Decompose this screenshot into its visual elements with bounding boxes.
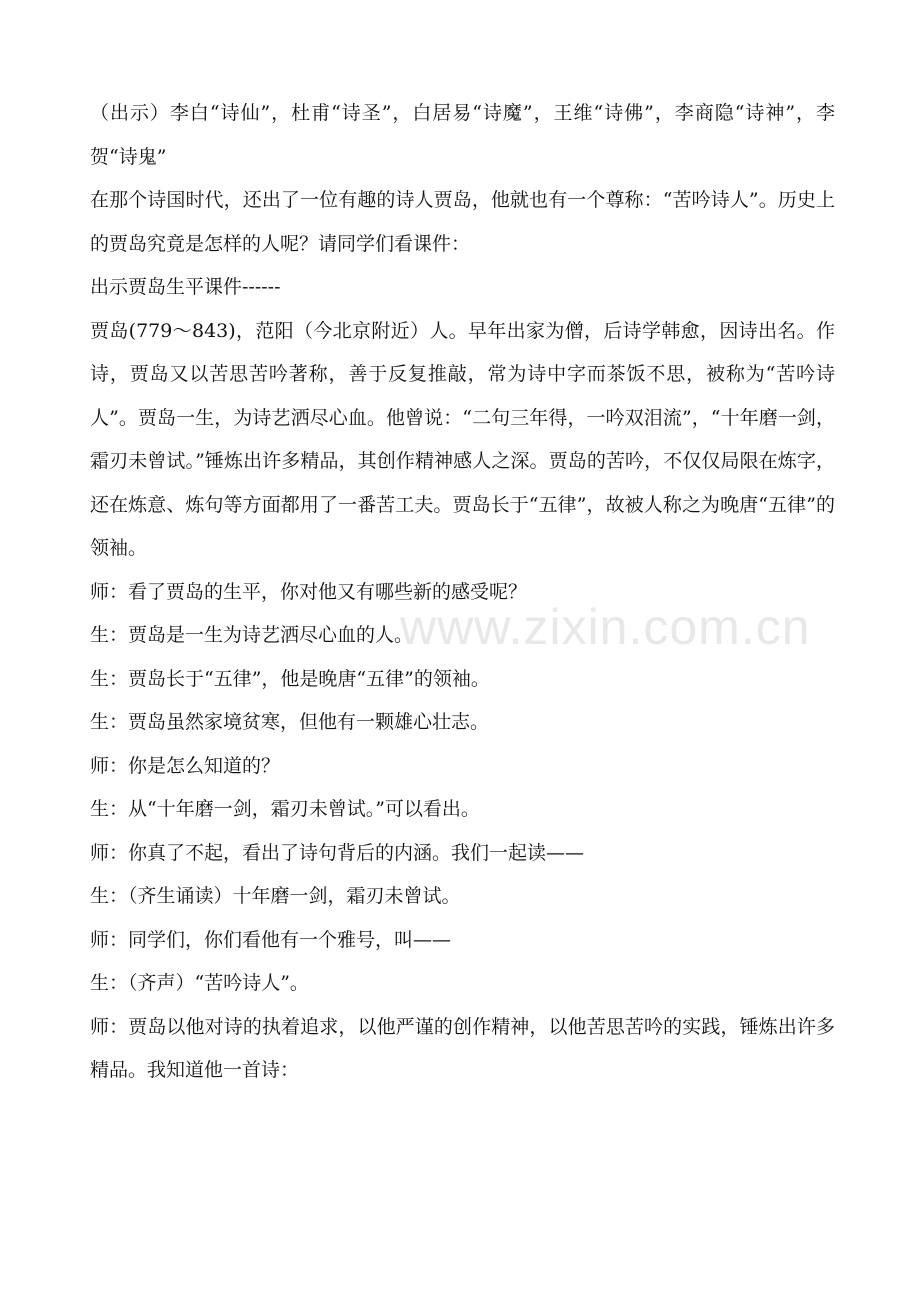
dialogue-line: 师：同学们，你们看他有一个雅号，叫—— xyxy=(90,928,452,951)
dialogue-line: 师：贾岛以他对诗的执着追求，以他严谨的创作精神，以他苦思苦吟的实践，锤炼出许多精品。我知道他一首诗： xyxy=(90,1015,835,1081)
document-body xyxy=(90,92,835,1093)
dialogue-line: 生：（齐生诵读）十年磨一剑，霜刃未曾试。 xyxy=(90,885,461,907)
paragraph-intro-poets: （出示）李白“诗仙”，杜甫“诗圣”，白居易“诗魔”，王维“诗佛”，李商隐“诗神”，李贺“诗鬼” xyxy=(90,102,835,168)
dialogue-line: 生：贾岛虽然家境贫寒，但他有一颗雄心壮志。 xyxy=(90,711,490,733)
dialogue-line: 师：看了贾岛的生平，你对他又有哪些新的感受呢？ xyxy=(90,580,528,603)
watermark-text: www.zixin.com.cn xyxy=(400,599,811,655)
paragraph-jia-dao-intro: 在那个诗国时代，还出了一位有趣的诗人贾岛，他就也有一个尊称：“苦吟诗人”。历史上的贾岛究竟是怎样的人呢？请同学们看课件： xyxy=(90,189,835,255)
dialogue-line: 师：你真了不起，看出了诗句背后的内涵。我们一起读—— xyxy=(90,841,585,864)
paragraph-courseware-heading: 出示贾岛生平课件------ xyxy=(90,276,281,298)
dialogue-line: 师：你是怎么知道的？ xyxy=(90,754,281,777)
paragraph-biography: 贾岛(779～843)，范阳（今北京附近）人。早年出家为僧，后诗学韩愈，因诗出名。作诗，贾岛又以苦思苦吟著称，善于反复推敲，常为诗中字而茶饭不思，被称为“苦吟诗人”。贾岛一生，为诗艺洒尽心血。他曾说：“二句三年得，一吟双泪流”，“十年磨一剑，霜刃未曾试。”锤炼出许多精品，其创作精神感人之深。贾岛的苦吟，不仅仅局限在炼字，还在炼意、炼句等方面都用了一番苦工夫。贾岛长于“五律”，故被人称之为晚唐“五律”的领袖。 xyxy=(90,319,835,559)
dialogue-line: 生：（齐声）“苦吟诗人”。 xyxy=(90,972,309,994)
dialogue-line: 生：从“十年磨一剑，霜刃未曾试。”可以看出。 xyxy=(90,798,480,820)
dialogue-line: 生：贾岛长于“五律”，他是晚唐“五律”的领袖。 xyxy=(90,667,490,690)
dialogue-line: 生：贾岛是一生为诗艺洒尽心血的人。 xyxy=(90,624,414,646)
